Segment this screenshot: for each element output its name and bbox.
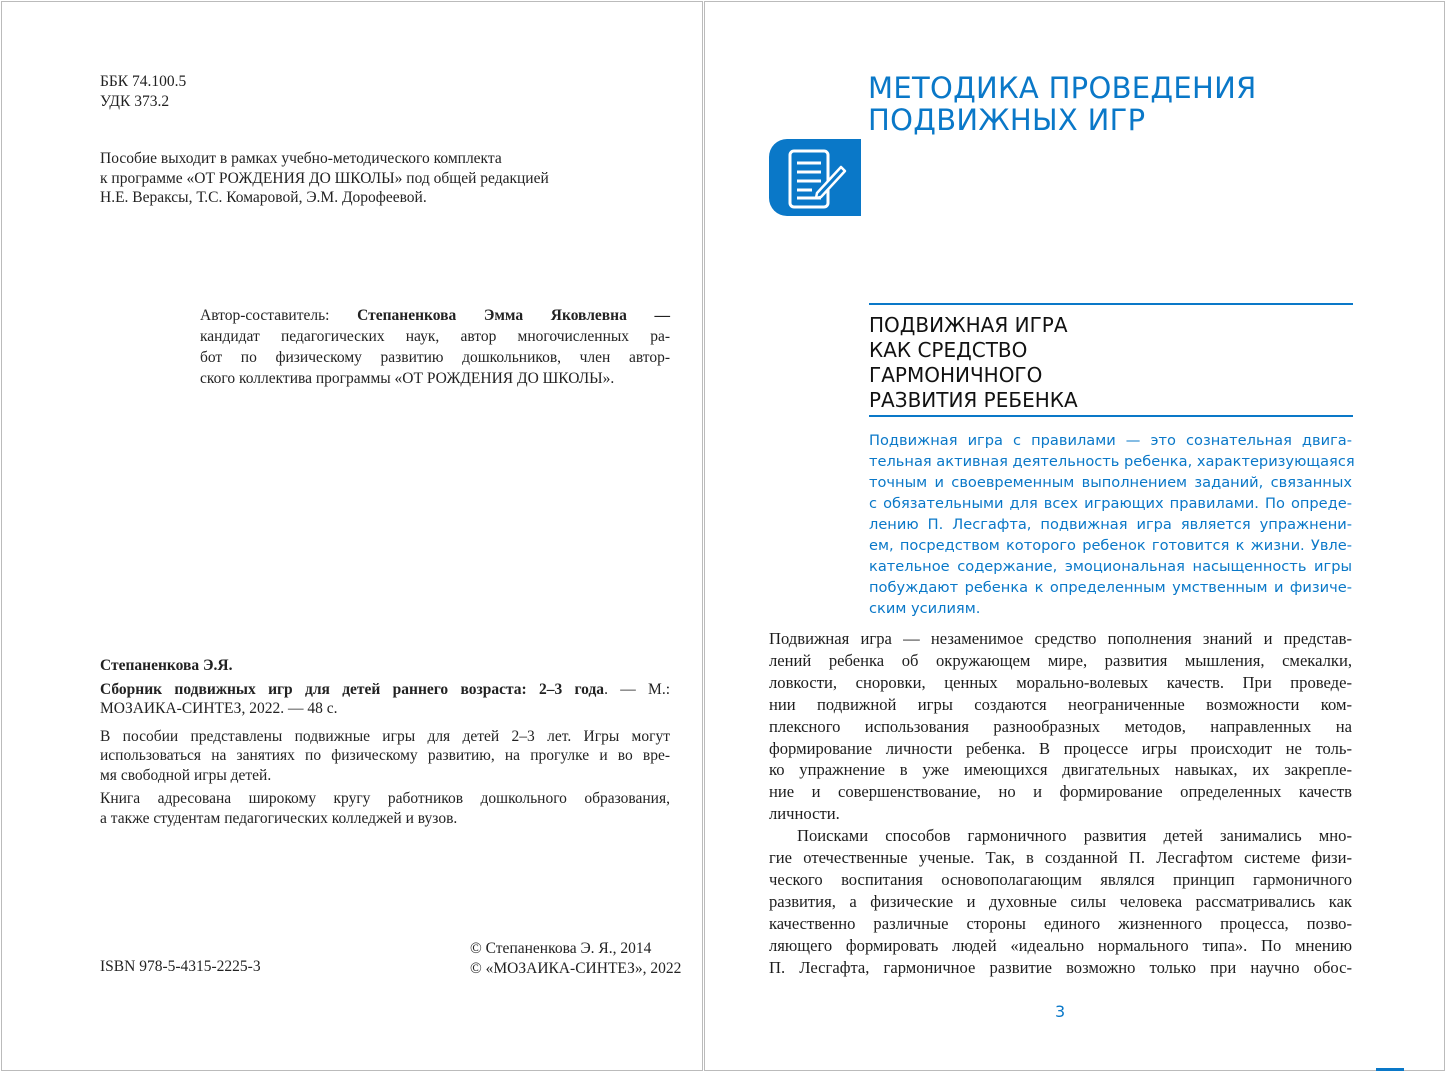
text-line: Подвижная игра с правилами — это сознательная двига- [869,432,1352,449]
text-line: ляющего формировать людей «идеально нормального типа». По мнению [769,935,1352,955]
section-title-line: ПОДВИЖНАЯ ИГРА [869,313,1068,337]
text-line: лению П. Лесгафта, подвижная игра является упражнени- [869,516,1352,533]
text-line: формирование личности ребенка. В процессе игры происходит не толь- [769,738,1352,758]
text-line: а также студентам педагогических колледжей и вузов. [100,809,458,827]
biblio-publisher: МОЗАИКА-СИНТЕЗ, 2022. — 48 с. [100,700,338,717]
author-label: Автор-составитель: [200,307,358,324]
document-pen-icon [769,139,861,216]
copyright [470,939,681,978]
chapter-title [868,72,1257,136]
text-line: ского коллектива программы «ОТ РОЖДЕНИЯ ДО ШКОЛЫ». [200,370,615,387]
bibliographic-record [100,656,670,828]
text-line: ским усилиям. [869,600,981,617]
text-line: мя свободной игры детей. [100,766,272,784]
text-line: ем, посредством которого ребенок готовится к жизни. Увле- [869,537,1352,554]
text-line: тельная активная деятельность ребенка, характеризующаяся [869,453,1355,470]
text-line: развития, а физические и духовные силы человека рассматривались как [769,891,1352,911]
section-title-line: КАК СРЕДСТВО [869,338,1028,362]
bbk-code: ББК 74.100.5 [100,73,187,90]
chapter-title-line: ПОДВИЖНЫХ ИГР [868,103,1146,137]
biblio-place: . — М.: [604,680,670,698]
isbn: ISBN 978-5-4315-2225-3 [100,958,261,975]
author-name: Степаненкова Эмма Яковлевна — [357,307,670,324]
text-line: точным и своевременным выполнением заданий, связанных [869,474,1352,491]
text-line: плексного использования разнообразных методов, направленных на [769,716,1352,736]
page-marker [1376,1068,1404,1071]
udk-code: УДК 373.2 [100,92,170,110]
text-line: с обязательными для всех играющих правилами. По опреде- [869,495,1352,512]
section-title-line: ГАРМОНИЧНОГО [869,363,1043,387]
text-line: лений ребенка об окружающем мире, развития мышления, смекалки, [769,650,1352,670]
text-line: кандидат педагогических наук, автор многочисленных ра- [200,328,670,345]
text-line: качественно различные стороны единого жизненного процесса, позво- [769,913,1352,933]
page-number: 3 [1055,1002,1066,1021]
text-line: В пособии представлены подвижные игры для детей 2–3 лет. Игры могут [100,727,670,745]
text-line: ческого воспитания основополагающим являлся принцип гармоничного [769,869,1352,889]
text-line: гие отечественные ученые. Так, в созданной П. Лесгафтом системе физи- [769,848,1352,868]
text-line: П. Лесгафта, гармоничное развитие возможно только при научно обос- [769,957,1352,977]
chapter-title-line: МЕТОДИКА ПРОВЕДЕНИЯ [868,71,1257,105]
text-line: ловкости, сноровки, ценных морально-волевых качеств. При проведе- [769,672,1352,692]
text-line: ние и совершенствование, но и формирование определенных качеств [769,782,1352,802]
section-title [869,313,1078,413]
text-line: бот по физическому развитию дошкольников, член автор- [200,349,670,366]
section-title-line: РАЗВИТИЯ РЕБЕНКА [869,388,1078,412]
biblio-title: Сборник подвижных игр для детей раннего возраста: 2–3 года [100,680,605,698]
series-note [100,149,549,208]
text-line: Пособие выходит в рамках учебно-методического комплекта [100,150,502,167]
text-line: ко упражнение в уже имеющихся двигательных навыках, их закрепле- [769,760,1352,780]
text-line: личности. [769,804,840,824]
intro-paragraph [869,430,1355,619]
text-line: использоваться на занятиях по физическому развитию, на прогулке и во вре- [100,747,670,764]
text-line: Подвижная игра — незаменимое средство пополнения знаний и представ- [769,629,1352,648]
text-line: Книга адресована широкому кругу работников дошкольного образования, [100,790,670,807]
biblio-author: Степаненкова Э.Я. [100,657,233,674]
author-block [200,305,670,389]
text-line: кательное содержание, эмоциональная насыщенность игры [869,558,1352,575]
text-line: Поисками способов гармоничного развития детей занимались мно- [797,826,1352,846]
text-line: нии подвижной игры создаются неограниченные возможности ком- [769,694,1352,714]
section-rule-bottom [869,415,1353,417]
copyright-author: © Степаненкова Э. Я., 2014 [470,940,652,957]
section-rule-top [869,303,1353,305]
text-line: к программе «ОТ РОЖДЕНИЯ ДО ШКОЛЫ» под общей редакцией [100,169,549,187]
classification-codes [100,72,186,111]
text-line: Н.Е. Вераксы, Т.С. Комаровой, Э.М. Дорофеевой. [100,189,427,206]
copyright-publisher: © «МОЗАИКА-СИНТЕЗ», 2022 [470,959,682,977]
text-line: побуждают ребенка к определенным умственным и физиче- [869,579,1352,596]
body-text [769,628,1352,979]
